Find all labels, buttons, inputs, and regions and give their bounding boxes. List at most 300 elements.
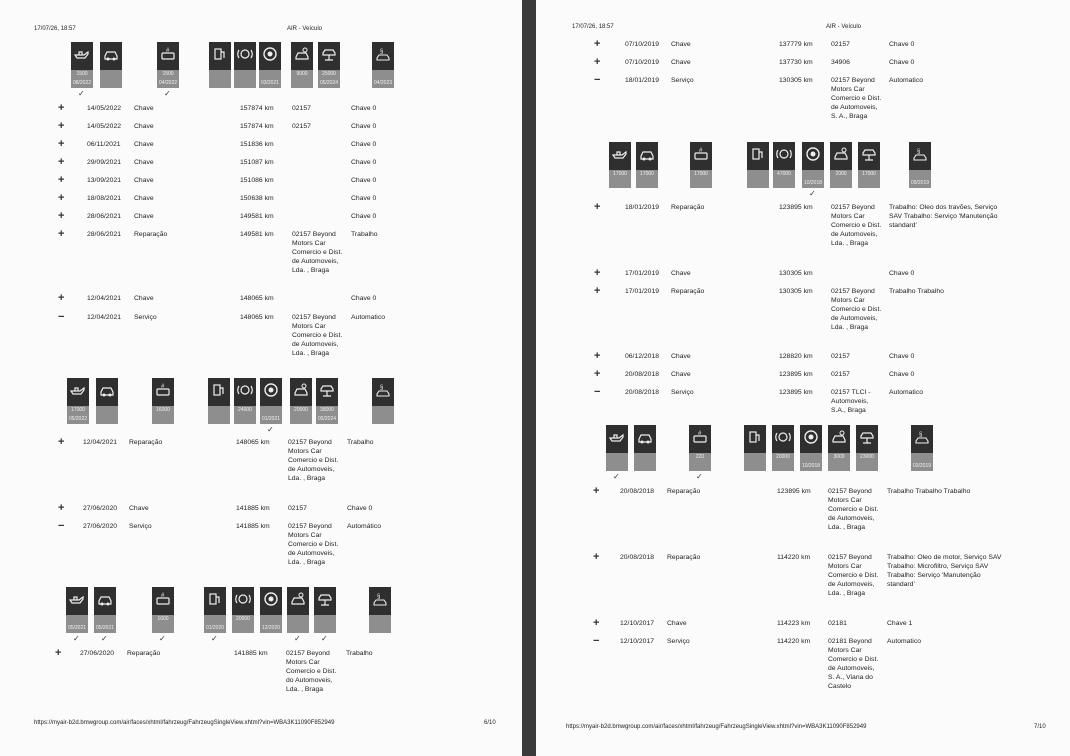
entry-date: 27/06/2020 — [80, 650, 115, 657]
oil-can-icon — [69, 381, 87, 399]
entry-date: 06/11/2021 — [87, 141, 121, 148]
entry-dealer: 02181 Beyond Motors Car Comercio e Dist. de Automoveis, S. A., Viana do Castelo — [828, 638, 879, 690]
service-due-date — [100, 79, 122, 88]
print-date: 17/07/26, 18:57 — [34, 26, 76, 32]
service-due-bar — [372, 406, 394, 424]
entry-mileage: 123895 km — [779, 204, 813, 211]
service-due-bar — [800, 453, 822, 471]
document-page-7 — [536, 0, 1070, 756]
service-due-km — [260, 406, 282, 415]
check-mark-icon: ✓ — [294, 634, 301, 643]
brake-disc-icon — [236, 45, 254, 63]
entry-date: 18/08/2021 — [87, 195, 122, 202]
service-due-date: 09/2019 — [910, 180, 930, 186]
expand-toggle-icon[interactable]: + — [58, 436, 65, 448]
service-icon-row — [536, 425, 1070, 480]
service-due-date — [232, 624, 254, 633]
service-indicator — [318, 42, 340, 88]
expand-toggle-icon[interactable]: + — [593, 551, 600, 563]
service-due-km — [314, 615, 336, 624]
service-due-km — [66, 615, 88, 624]
entry-type: Reparação — [671, 288, 705, 295]
entry-mileage: 123895 km — [777, 488, 811, 495]
entry-mileage: 151836 km — [240, 141, 274, 148]
entry-type: Chave — [671, 59, 691, 66]
service-indicator — [94, 587, 116, 633]
service-due-km: 1500 — [76, 71, 88, 77]
service-due-km — [287, 615, 309, 624]
entry-mileage: 150638 km — [240, 195, 274, 202]
car-brake-icon — [98, 381, 116, 399]
check-mark-icon: ✓ — [267, 425, 274, 434]
service-due-km — [802, 170, 824, 179]
entry-mileage: 130305 km — [779, 288, 813, 295]
entry-date: 12/10/2017 — [620, 638, 655, 645]
service-due-date — [96, 415, 118, 424]
expand-toggle-icon[interactable]: + — [58, 156, 65, 168]
page-url[interactable]: https://myair-b2d.bmwgroup.com/air/faces/xhtml/fahrzeug/FahrzeugSingleView.xhtml?vin=WBA3K11090F852949 — [34, 720, 335, 726]
car-service-icon — [830, 428, 848, 446]
service-due-bar — [606, 453, 628, 471]
entry-type: Serviço — [667, 638, 690, 645]
service-due-km — [369, 615, 391, 624]
service-indicator — [744, 425, 766, 471]
check-mark-icon: ✓ — [164, 89, 171, 98]
service-due-km — [634, 453, 656, 462]
entry-date: 27/06/2020 — [83, 505, 118, 512]
expand-toggle-icon[interactable]: + — [58, 102, 65, 114]
service-due-km — [96, 406, 118, 415]
entry-note: Chave 1 — [887, 620, 913, 627]
service-due-bar — [204, 615, 226, 633]
entry-date: 20/08/2018 — [625, 389, 660, 396]
expand-toggle-icon[interactable]: + — [58, 292, 65, 304]
service-due-km: 20000 — [776, 454, 790, 460]
page-url[interactable]: https://myair-b2d.bmwgroup.com/air/faces/xhtml/fahrzeug/FahrzeugSingleView.xhtml?vin=WBA3K11090F852949 — [566, 724, 867, 730]
tire-icon — [261, 45, 279, 63]
check-mark-icon: ✓ — [159, 634, 166, 643]
expand-toggle-icon[interactable]: + — [594, 38, 601, 50]
entry-mileage: 148065 km — [240, 295, 274, 302]
entry-date: 18/01/2019 — [625, 77, 660, 84]
vehicle-check-icon — [154, 590, 172, 608]
entry-note: Automatico — [887, 638, 922, 645]
car-brake-icon — [102, 45, 120, 63]
svg-text:#: # — [161, 384, 165, 390]
service-due-km: 25000 — [322, 71, 336, 77]
service-indicator — [372, 378, 394, 424]
service-due-bar — [689, 453, 711, 471]
service-indicator — [747, 142, 769, 188]
page-header-title: AIR - Veículo — [826, 24, 862, 30]
vehicle-check-icon — [691, 428, 709, 446]
entry-date: 27/06/2020 — [83, 523, 118, 530]
service-indicator — [828, 425, 850, 471]
car-service-icon — [293, 45, 311, 63]
entry-type: Chave — [134, 195, 154, 202]
service-indicator — [802, 142, 824, 188]
service-due-date — [636, 179, 658, 188]
expand-toggle-icon[interactable]: − — [594, 386, 601, 398]
service-due-date — [689, 462, 711, 471]
service-indicator — [232, 587, 254, 633]
tire-icon — [262, 590, 280, 608]
car-brake-icon — [96, 590, 114, 608]
entry-note: Chave 0 — [351, 213, 377, 220]
service-due-bar — [609, 170, 631, 188]
service-due-bar — [369, 615, 391, 633]
service-due-date: 01/2020 — [205, 625, 225, 631]
fuel-filter-icon — [210, 381, 228, 399]
entry-date: 12/04/2021 — [87, 314, 122, 321]
entry-mileage: 148065 km — [240, 314, 274, 321]
expand-toggle-icon[interactable]: + — [58, 192, 65, 204]
service-due-bar — [67, 406, 89, 424]
expand-toggle-icon[interactable]: + — [594, 267, 601, 279]
service-due-date — [234, 415, 256, 424]
service-indicator — [152, 378, 174, 424]
entry-mileage: 123895 km — [779, 389, 813, 396]
entry-note: Trabalho — [351, 231, 378, 238]
service-due-bar — [772, 453, 794, 471]
oil-can-icon — [73, 45, 91, 63]
svg-text:#: # — [699, 148, 703, 154]
inspection-icon — [374, 45, 392, 63]
service-due-date: 12/2020 — [261, 625, 281, 631]
service-due-date — [773, 179, 795, 188]
entry-note: Chave 0 — [889, 59, 915, 66]
entry-mileage: 141885 km — [236, 523, 270, 530]
service-due-date: 05/2022 — [68, 416, 88, 422]
service-indicator — [634, 425, 656, 471]
service-due-bar — [911, 453, 933, 471]
service-due-date — [208, 415, 230, 424]
service-due-bar — [828, 453, 850, 471]
service-due-date — [744, 462, 766, 471]
entry-type: Serviço — [671, 77, 694, 84]
svg-text:#: # — [166, 48, 170, 54]
entry-date: 13/09/2021 — [87, 177, 122, 184]
car-lift-icon — [860, 145, 878, 163]
entry-date: 14/05/2022 — [87, 105, 122, 112]
service-indicator — [314, 587, 336, 633]
entry-type: Chave — [134, 159, 154, 166]
service-due-km: 17000 — [694, 171, 708, 177]
entry-note: Trabalho — [347, 439, 374, 446]
entry-dealer: 02157 Beyond Motors Car Comercio e Dist. de Automoveis, Lda. , Braga — [828, 488, 879, 531]
service-due-bar — [773, 170, 795, 188]
service-due-km — [372, 406, 394, 415]
entry-type: Reparação — [127, 650, 161, 657]
entry-mileage: 148065 km — [236, 439, 270, 446]
service-due-date — [152, 415, 174, 424]
expand-toggle-icon[interactable]: + — [594, 368, 601, 380]
service-due-km: 17000 — [640, 171, 654, 177]
expand-toggle-icon[interactable]: + — [594, 285, 601, 297]
entry-date: 14/05/2022 — [87, 123, 122, 130]
expand-toggle-icon[interactable]: + — [58, 138, 65, 150]
service-due-km: 220 — [695, 454, 705, 460]
service-indicator — [290, 378, 312, 424]
entry-mileage: 130305 km — [779, 77, 813, 84]
service-due-date: 08/2022 — [72, 80, 92, 86]
service-due-bar — [314, 615, 336, 633]
entry-mileage: 123895 km — [779, 371, 813, 378]
car-lift-icon — [858, 428, 876, 446]
entry-date: 12/10/2017 — [620, 620, 655, 627]
service-due-km — [800, 453, 822, 462]
service-due-bar — [152, 406, 174, 424]
entry-mileage: 141885 km — [234, 650, 268, 657]
service-due-date — [690, 179, 712, 188]
service-due-km — [209, 70, 231, 79]
entry-type: Chave — [671, 353, 691, 360]
service-due-bar — [316, 406, 338, 424]
service-due-bar — [209, 70, 231, 88]
service-due-date: 05/2024 — [319, 80, 339, 86]
entry-note: Automatico — [889, 389, 924, 396]
service-indicator — [772, 425, 794, 471]
expand-toggle-icon[interactable]: − — [593, 635, 600, 647]
expand-toggle-icon[interactable]: + — [593, 485, 600, 497]
entry-date: 20/08/2018 — [620, 554, 655, 561]
svg-text:§: § — [919, 432, 923, 438]
entry-type: Chave — [134, 295, 154, 302]
entry-dealer: 02157 Beyond Motors Car Comercio e Dist. de Automoveis, Lda. , Braga — [831, 288, 882, 331]
entry-date: 20/08/2018 — [625, 371, 660, 378]
car-service-icon — [289, 590, 307, 608]
entry-type: Chave — [671, 270, 691, 277]
car-brake-icon — [638, 145, 656, 163]
entry-type: Reparação — [134, 231, 168, 238]
entry-date: 07/10/2019 — [625, 59, 660, 66]
entry-dealer: 02157 Beyond Motors Car Comercio e Dist. de Automoveis, Lda. , Braga — [288, 439, 339, 482]
service-indicator — [204, 587, 226, 633]
service-indicator — [234, 42, 256, 88]
service-indicator — [259, 42, 281, 88]
entry-dealer: 02157 Beyond Motors Car Comercio e Dist. de Automoveis, Lda. , Braga — [831, 204, 882, 247]
entry-type: Chave — [134, 123, 154, 130]
entry-note: Chave 0 — [351, 177, 377, 184]
service-due-date: 03/2021 — [260, 80, 280, 86]
service-due-km: 3000 — [833, 454, 845, 460]
car-service-icon — [292, 381, 310, 399]
service-due-bar — [291, 70, 313, 88]
entry-mileage: 157874 km — [240, 123, 274, 130]
entry-type: Chave — [134, 177, 154, 184]
service-due-km — [94, 615, 116, 624]
tire-icon — [262, 381, 280, 399]
expand-toggle-icon[interactable]: − — [58, 311, 65, 323]
entry-type: Reparação — [129, 439, 163, 446]
service-due-bar — [71, 70, 93, 88]
service-due-date — [830, 179, 852, 188]
entry-date: 17/01/2019 — [625, 288, 660, 295]
brake-disc-icon — [774, 428, 792, 446]
service-due-km — [259, 70, 281, 79]
service-due-date: 04/2022 — [158, 80, 178, 86]
service-indicator — [856, 425, 878, 471]
entry-mileage: 141885 km — [236, 505, 270, 512]
service-due-bar — [96, 406, 118, 424]
entry-note: Trabalho: Oleo dos travões, Serviço SAV Trabalho: Serviço 'Manutenção standard' — [889, 204, 998, 229]
entry-date: 17/01/2019 — [625, 270, 660, 277]
entry-note: Chave 0 — [351, 105, 377, 112]
service-due-km — [208, 406, 230, 415]
service-due-km: 16000 — [156, 407, 170, 413]
entry-mileage: 114223 km — [777, 620, 811, 627]
entry-type: Reparação — [667, 488, 701, 495]
svg-text:#: # — [698, 431, 702, 437]
service-due-km — [234, 70, 256, 79]
service-due-date — [152, 624, 174, 633]
service-due-km — [909, 170, 931, 179]
expand-toggle-icon[interactable]: + — [58, 210, 65, 222]
service-due-km: 17000 — [862, 171, 876, 177]
service-due-date — [372, 415, 394, 424]
entry-type: Serviço — [134, 314, 157, 321]
entry-date: 20/08/2018 — [620, 488, 655, 495]
entry-note: Chave 0 — [351, 295, 377, 302]
service-due-km: 1600 — [157, 616, 169, 622]
car-lift-icon — [320, 45, 338, 63]
service-indicator — [260, 378, 282, 424]
expand-toggle-icon[interactable]: + — [593, 617, 600, 629]
service-due-date — [856, 462, 878, 471]
service-due-bar — [747, 170, 769, 188]
entry-dealer: 02157 — [292, 105, 311, 112]
entry-note: Automatico — [351, 314, 386, 321]
entry-dealer: 02157 Beyond Motors Car Comercio e Dist. de Automoveis, S. A., Braga — [831, 77, 882, 120]
service-due-km — [606, 453, 628, 462]
service-indicator — [67, 378, 89, 424]
entry-note: Trabalho Trabalho Trabalho — [887, 488, 971, 495]
expand-toggle-icon[interactable]: + — [58, 502, 65, 514]
expand-toggle-icon[interactable]: + — [594, 350, 601, 362]
service-due-date — [369, 624, 391, 633]
vehicle-check-icon — [692, 145, 710, 163]
service-due-date — [634, 462, 656, 471]
service-indicator — [287, 587, 309, 633]
entry-type: Serviço — [671, 389, 694, 396]
service-due-bar — [259, 70, 281, 88]
expand-toggle-icon[interactable]: + — [58, 120, 65, 132]
document-page-6 — [0, 0, 522, 756]
service-due-bar — [232, 615, 254, 633]
inspection-icon — [913, 428, 931, 446]
entry-type: Chave — [671, 371, 691, 378]
entry-mileage: 137730 km — [779, 59, 813, 66]
service-due-bar — [94, 615, 116, 633]
entry-dealer: 02157 TLCI - Automoveis, S.A., Braga — [831, 389, 871, 414]
car-lift-icon — [316, 590, 334, 608]
service-indicator — [609, 142, 631, 188]
entry-note: Chave 0 — [351, 159, 377, 166]
entry-date: 18/01/2019 — [625, 204, 660, 211]
service-indicator — [291, 42, 313, 88]
entry-mileage: 151087 km — [240, 159, 274, 166]
service-due-bar — [234, 406, 256, 424]
fuel-filter-icon — [749, 145, 767, 163]
service-indicator — [209, 42, 231, 88]
page-number: 7/10 — [1034, 724, 1046, 730]
expand-toggle-icon[interactable]: + — [55, 647, 62, 659]
service-due-date: 03/2019 — [912, 463, 932, 469]
service-due-km: 17000 — [71, 407, 85, 413]
expand-toggle-icon[interactable]: + — [58, 228, 65, 240]
service-due-date — [314, 624, 336, 633]
service-indicator — [690, 142, 712, 188]
expand-toggle-icon[interactable]: + — [58, 174, 65, 186]
service-due-bar — [802, 170, 824, 188]
car-lift-icon — [318, 381, 336, 399]
entry-date: 12/04/2021 — [87, 295, 122, 302]
expand-toggle-icon[interactable]: + — [594, 201, 601, 213]
check-mark-icon: ✓ — [321, 634, 328, 643]
entry-dealer: 34906 — [831, 59, 850, 66]
tire-icon — [802, 428, 820, 446]
service-icon-row — [536, 142, 1070, 197]
entry-note: Automático — [347, 523, 382, 530]
service-due-bar — [318, 70, 340, 88]
service-due-date — [772, 462, 794, 471]
entry-type: Chave — [671, 41, 691, 48]
service-indicator — [606, 425, 628, 471]
service-indicator — [858, 142, 880, 188]
svg-text:#: # — [161, 593, 165, 599]
vehicle-check-icon — [159, 45, 177, 63]
service-due-bar — [690, 170, 712, 188]
expand-toggle-icon[interactable]: + — [594, 56, 601, 68]
entry-dealer: 02157 — [831, 353, 850, 360]
entry-mileage: 157874 km — [240, 105, 274, 112]
check-mark-icon: ✓ — [809, 189, 816, 198]
page-header-title: AIR - Veículo — [287, 26, 323, 32]
service-icon-row — [0, 587, 522, 642]
service-indicator — [234, 378, 256, 424]
service-due-bar — [234, 70, 256, 88]
service-due-km — [911, 453, 933, 462]
service-due-km — [372, 70, 394, 79]
brake-disc-icon — [775, 145, 793, 163]
service-due-km — [747, 170, 769, 179]
service-indicator — [800, 425, 822, 471]
inspection-icon — [374, 381, 392, 399]
entry-mileage: 149581 km — [240, 231, 274, 238]
service-indicator — [208, 378, 230, 424]
service-due-bar — [744, 453, 766, 471]
service-due-date — [858, 179, 880, 188]
expand-toggle-icon[interactable]: − — [594, 74, 601, 86]
service-due-date — [609, 179, 631, 188]
service-indicator — [316, 378, 338, 424]
service-due-bar — [66, 615, 88, 633]
service-due-date — [234, 79, 256, 88]
entry-note: Chave 0 — [889, 270, 915, 277]
entry-note: Chave 0 — [889, 353, 915, 360]
check-mark-icon: ✓ — [78, 89, 85, 98]
entry-type: Chave — [667, 620, 687, 627]
entry-type: Serviço — [129, 523, 152, 530]
entry-type: Chave — [134, 213, 154, 220]
service-due-km: 17000 — [613, 171, 627, 177]
entry-type: Reparação — [671, 204, 705, 211]
service-due-bar — [858, 170, 880, 188]
expand-toggle-icon[interactable]: − — [58, 520, 65, 532]
entry-date: 29/09/2021 — [87, 159, 122, 166]
service-due-date: 04/2023 — [373, 80, 393, 86]
entry-dealer: 02157 Beyond Motors Car Comercio e Dist. de Automoveis, Lda. , Braga — [292, 314, 343, 357]
